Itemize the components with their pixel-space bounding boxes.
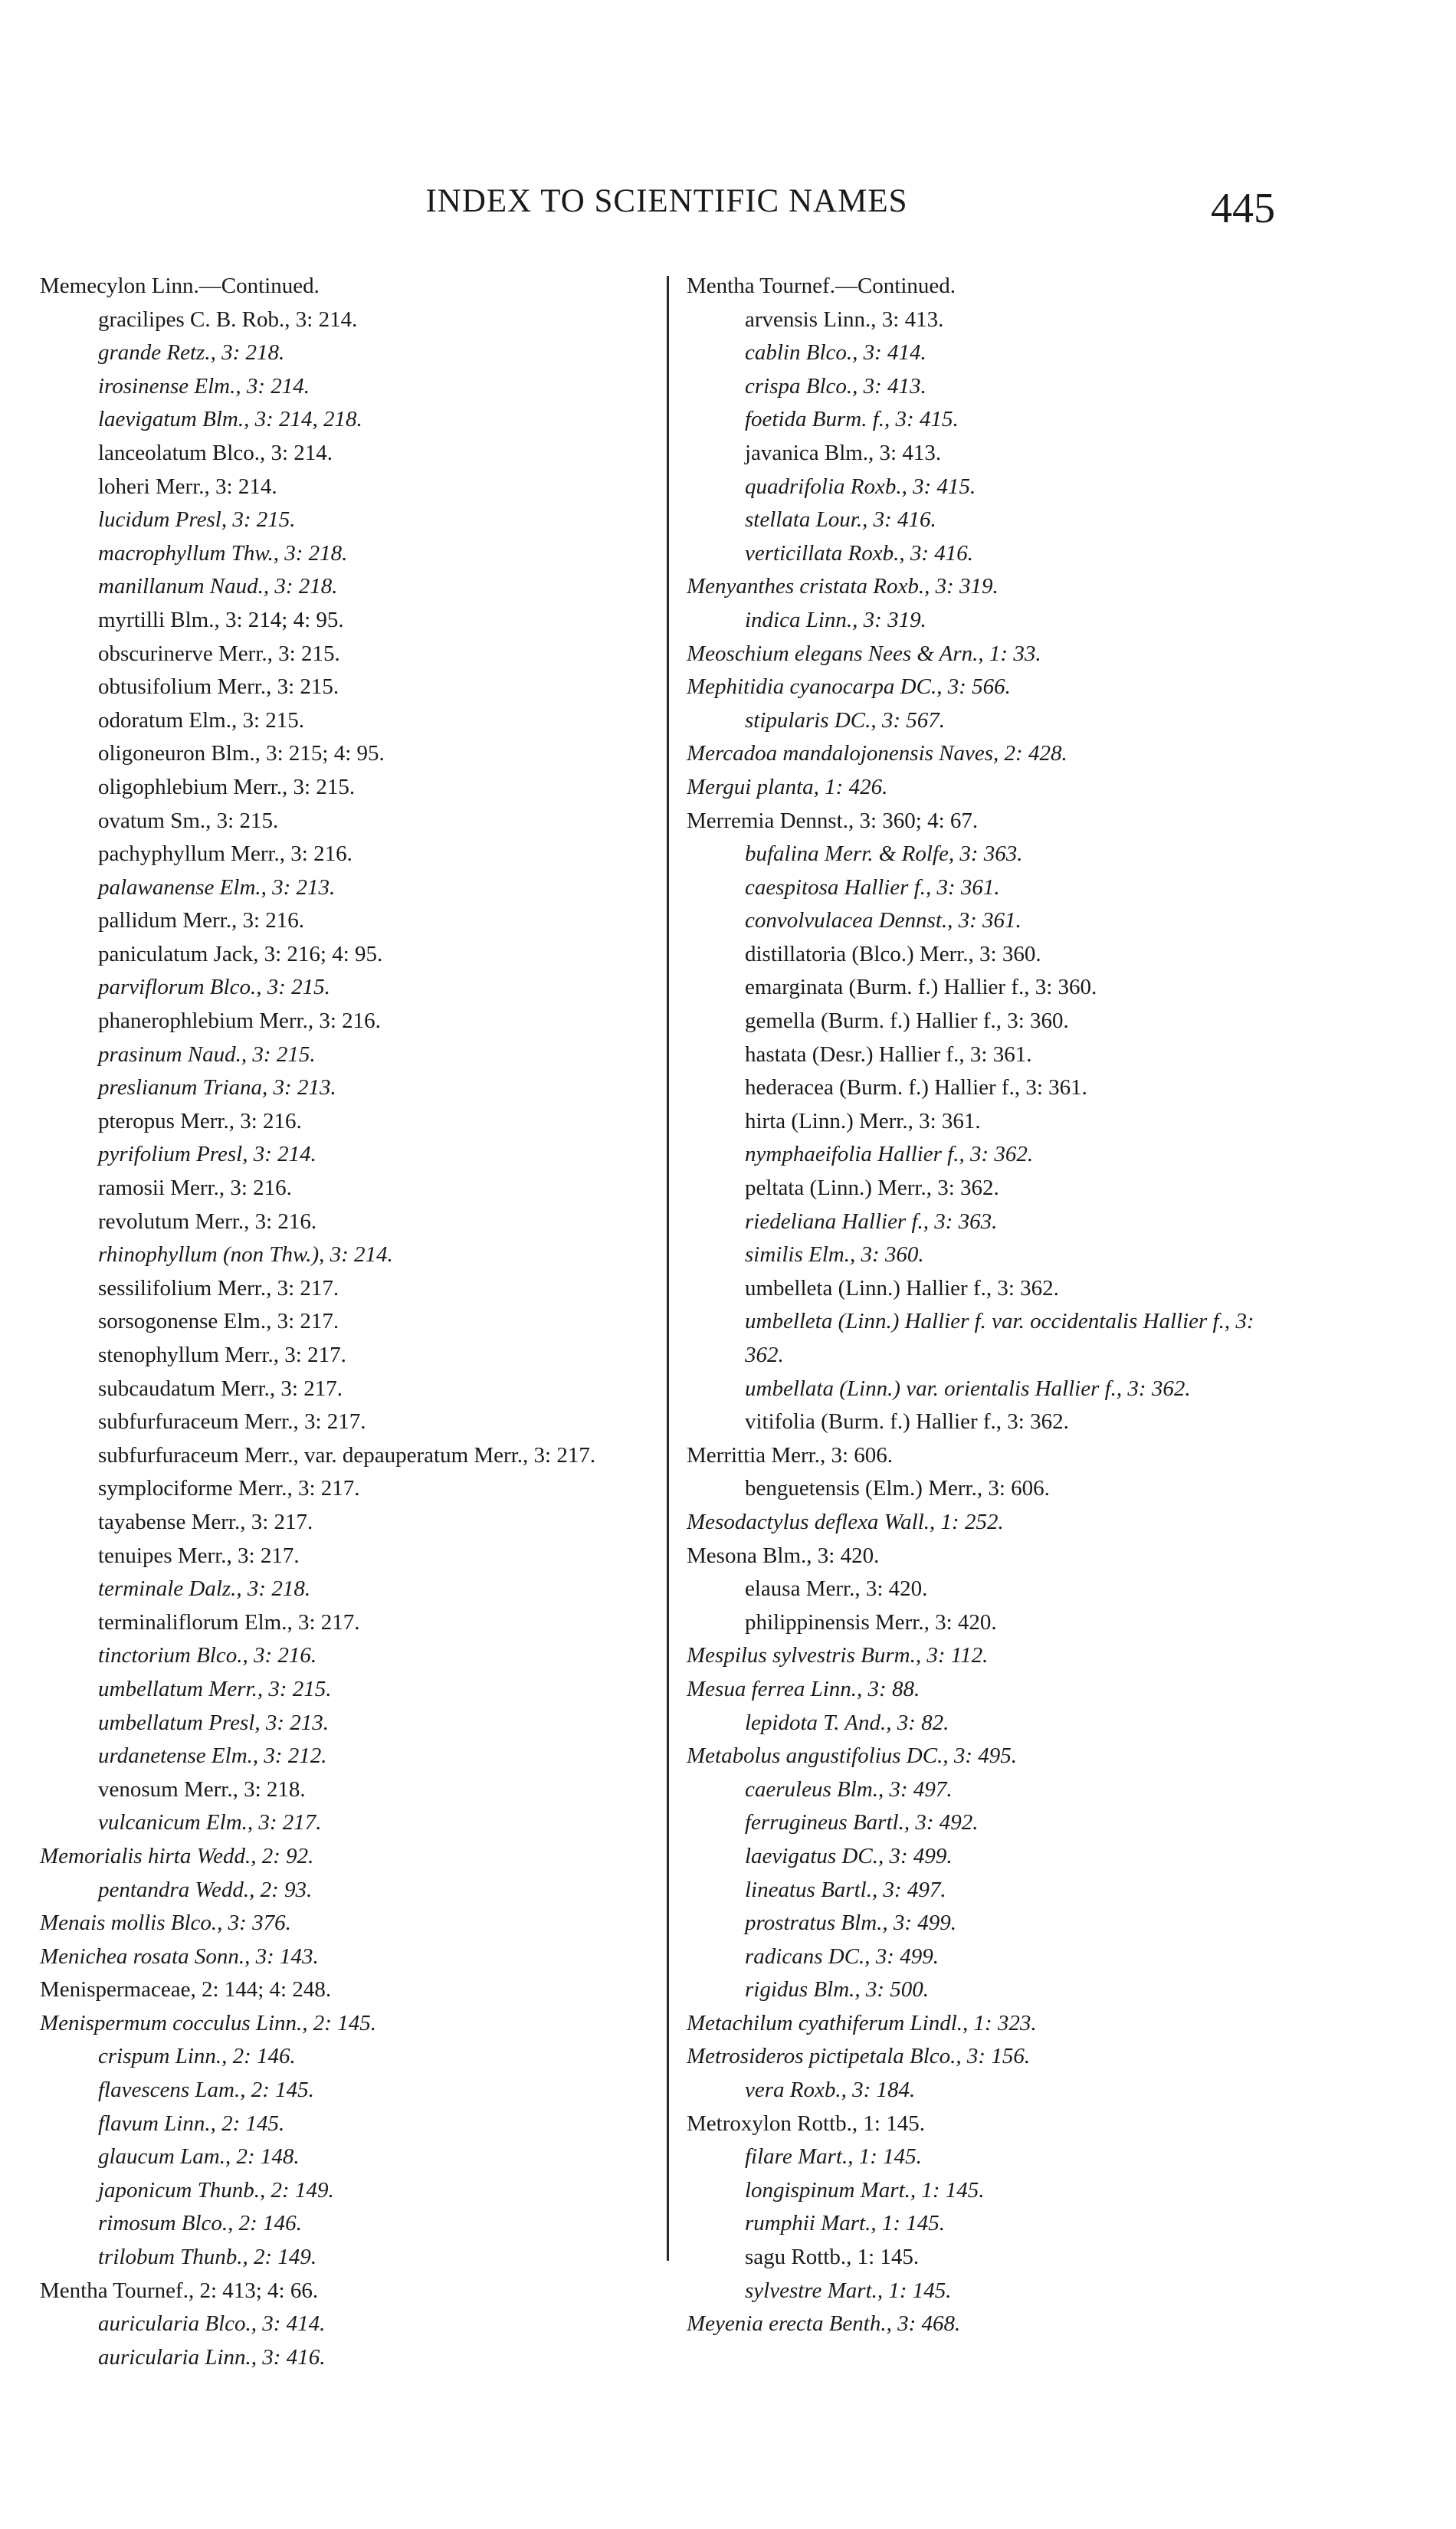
index-subentry: lineatus Bartl., 3: 497.	[745, 1877, 946, 1902]
index-heading-entry: Menyanthes cristata Roxb., 3: 319.	[687, 574, 999, 599]
index-subentry: hederacea (Burm. f.) Hallier f., 3: 361.	[745, 1075, 1087, 1100]
index-subentry: ferrugineus Bartl., 3: 492.	[745, 1810, 979, 1835]
index-subentry: longispinum Mart., 1: 145.	[745, 2177, 985, 2203]
index-subentry: symplociforme Merr., 3: 217.	[98, 1476, 360, 1501]
index-subentry: umbellatum Presl, 3: 213.	[98, 1710, 329, 1735]
index-subentry: odoratum Elm., 3: 215.	[98, 707, 305, 733]
right-column	[687, 270, 1292, 2341]
index-heading-entry: Memecylon Linn.—Continued.	[40, 274, 320, 298]
index-heading-entry: Mercadoa mandalojonensis Naves, 2: 428.	[687, 741, 1067, 766]
index-subentry: pentandra Wedd., 2: 93.	[98, 1877, 313, 1902]
index-heading-entry: Menispermaceae, 2: 144; 4: 248.	[40, 1977, 332, 2003]
index-subentry: caeruleus Blm., 3: 497.	[745, 1776, 953, 1802]
index-heading-entry: Menais mollis Blco., 3: 376.	[40, 1911, 291, 1936]
index-heading-entry: Mespilus sylvestris Burm., 3: 112.	[687, 1643, 989, 1668]
left-column	[40, 270, 653, 2374]
index-heading-entry: Menispermum cocculus Linn., 2: 145.	[40, 2010, 376, 2035]
index-subentry: peltata (Linn.) Merr., 3: 362.	[745, 1176, 999, 1201]
index-subentry: quadrifolia Roxb., 3: 415.	[745, 474, 976, 499]
index-subentry: lepidota T. And., 3: 82.	[745, 1710, 949, 1735]
index-subentry: rhinophyllum (non Thw.), 3: 214.	[98, 1242, 393, 1268]
index-subentry: prasinum Naud., 3: 215.	[98, 1041, 316, 1067]
index-subentry: oligophlebium Merr., 3: 215.	[98, 774, 356, 799]
index-heading-entry: Meyenia erecta Benth., 3: 468.	[687, 2311, 961, 2337]
index-subentry: vitifolia (Burm. f.) Hallier f., 3: 362.	[745, 1409, 1069, 1435]
index-subentry: cablin Blco., 3: 414.	[745, 340, 926, 366]
index-heading-entry: Mergui planta, 1: 426.	[687, 774, 888, 799]
index-subentry: vulcanicum Elm., 3: 217.	[98, 1810, 322, 1835]
index-subentry: pteropus Merr., 3: 216.	[98, 1108, 302, 1133]
index-subentry: indica Linn., 3: 319.	[745, 607, 926, 632]
index-heading-entry: Mentha Tournef., 2: 413; 4: 66.	[40, 2278, 319, 2303]
index-heading-entry: Metroxylon Rottb., 1: 145.	[687, 2111, 925, 2136]
index-subentry: obtusifolium Merr., 3: 215.	[98, 674, 339, 700]
index-heading-entry: Merrittia Merr., 3: 606.	[687, 1442, 894, 1468]
index-heading-entry: Metabolus angustifolius DC., 3: 495.	[687, 1743, 1017, 1769]
index-subentry: rumphii Mart., 1: 145.	[745, 2211, 945, 2236]
index-subentry: umbelleta (Linn.) Hallier f., 3: 362.	[745, 1275, 1059, 1301]
index-subentry: bufalina Merr. & Rolfe, 3: 363.	[745, 841, 1023, 867]
index-heading-entry: Menichea rosata Sonn., 3: 143.	[40, 1943, 319, 1969]
index-subentry: radicans DC., 3: 499.	[745, 1943, 939, 1969]
index-subentry: phanerophlebium Merr., 3: 216.	[98, 1009, 381, 1034]
index-subentry: crispum Linn., 2: 146.	[98, 2044, 296, 2069]
index-subentry: gracilipes C. B. Rob., 3: 214.	[98, 307, 358, 332]
index-subentry: umbellata (Linn.) var. orientalis Hallier f., 3: 362.	[745, 1376, 1191, 1401]
index-subentry: sylvestre Mart., 1: 145.	[745, 2278, 952, 2303]
index-subentry: ramosii Merr., 3: 216.	[98, 1176, 292, 1201]
index-subentry: laevigatus DC., 3: 499.	[745, 1843, 953, 1868]
index-subentry: myrtilli Blm., 3: 214; 4: 95.	[98, 607, 344, 632]
index-subentry: verticillata Roxb., 3: 416.	[745, 540, 973, 566]
index-subentry: rigidus Blm., 3: 500.	[745, 1977, 930, 2003]
index-subentry: terminale Dalz., 3: 218.	[98, 1576, 311, 1602]
index-subentry: caespitosa Hallier f., 3: 361.	[745, 874, 1000, 900]
index-subentry: auricularia Blco., 3: 414.	[98, 2311, 326, 2337]
index-subentry: paniculatum Jack, 3: 216; 4: 95.	[98, 941, 383, 966]
index-subentry: elausa Merr., 3: 420.	[745, 1576, 928, 1602]
index-subentry: crispa Blco., 3: 413.	[745, 373, 926, 399]
index-subentry: rimosum Blco., 2: 146.	[98, 2211, 302, 2236]
index-subentry: hastata (Desr.) Hallier f., 3: 361.	[745, 1041, 1032, 1067]
index-subentry: palawanense Elm., 3: 213.	[98, 874, 336, 900]
index-subentry: subcaudatum Merr., 3: 217.	[98, 1376, 343, 1401]
index-subentry: umbelleta (Linn.) Hallier f. var. occidentalis Hallier f., 3: 362.	[745, 1309, 1254, 1367]
index-subentry: auricularia Linn., 3: 416.	[98, 2344, 326, 2370]
index-subentry: hirta (Linn.) Merr., 3: 361.	[745, 1108, 981, 1133]
index-subentry: pyrifolium Presl, 3: 214.	[98, 1142, 316, 1167]
index-subentry: subfurfuraceum Merr., var. depauperatum Merr., 3: 217.	[98, 1442, 596, 1468]
index-subentry: lucidum Presl, 3: 215.	[98, 507, 296, 533]
index-subentry: subfurfuraceum Merr., 3: 217.	[98, 1409, 366, 1435]
index-heading-entry: Meoschium elegans Nees & Arn., 1: 33.	[687, 641, 1041, 666]
page-number: 445	[1211, 185, 1275, 232]
index-subentry: pallidum Merr., 3: 216.	[98, 908, 305, 933]
index-subentry: stipularis DC., 3: 567.	[745, 707, 946, 733]
index-subentry: glaucum Lam., 2: 148.	[98, 2144, 300, 2170]
index-subentry: parviflorum Blco., 3: 215.	[98, 975, 330, 1000]
index-heading-entry: Memorialis hirta Wedd., 2: 92.	[40, 1843, 314, 1868]
index-subentry: flavum Linn., 2: 145.	[98, 2111, 285, 2136]
index-subentry: tenuipes Merr., 3: 217.	[98, 1543, 300, 1568]
index-heading-entry: Mesodactylus deflexa Wall., 1: 252.	[687, 1509, 1004, 1534]
index-subentry: terminaliflorum Elm., 3: 217.	[98, 1609, 360, 1635]
index-heading-entry: Metrosideros pictipetala Blco., 3: 156.	[687, 2044, 1031, 2069]
index-subentry: pachyphyllum Merr., 3: 216.	[98, 841, 353, 867]
index-subentry: benguetensis (Elm.) Merr., 3: 606.	[745, 1476, 1050, 1501]
index-subentry: umbellatum Merr., 3: 215.	[98, 1676, 332, 1701]
index-subentry: javanica Blm., 3: 413.	[745, 440, 942, 465]
index-subentry: vera Roxb., 3: 184.	[745, 2078, 916, 2103]
index-subentry: sessilifolium Merr., 3: 217.	[98, 1275, 339, 1301]
index-heading-entry: Mesua ferrea Linn., 3: 88.	[687, 1676, 920, 1701]
running-head: INDEX TO SCIENTIFIC NAMES	[425, 183, 908, 219]
index-heading-entry: Mephitidia cyanocarpa DC., 3: 566.	[687, 674, 1011, 700]
index-subentry: tinctorium Blco., 3: 216.	[98, 1643, 317, 1668]
index-heading-entry: Mesona Blm., 3: 420.	[687, 1543, 880, 1568]
index-subentry: distillatoria (Blco.) Merr., 3: 360.	[745, 941, 1041, 966]
index-subentry: urdanetense Elm., 3: 212.	[98, 1743, 327, 1769]
index-subentry: obscurinerve Merr., 3: 215.	[98, 641, 340, 666]
index-subentry: nymphaeifolia Hallier f., 3: 362.	[745, 1142, 1034, 1167]
index-subentry: tayabense Merr., 3: 217.	[98, 1509, 313, 1534]
index-subentry: foetida Burm. f., 3: 415.	[745, 407, 959, 432]
index-subentry: riedeliana Hallier f., 3: 363.	[745, 1209, 998, 1234]
index-subentry: convolvulacea Dennst., 3: 361.	[745, 908, 1021, 933]
index-subentry: ovatum Sm., 3: 215.	[98, 808, 279, 833]
index-subentry: similis Elm., 3: 360.	[745, 1242, 924, 1268]
index-subentry: stenophyllum Merr., 3: 217.	[98, 1343, 346, 1367]
index-subentry: revolutum Merr., 3: 216.	[98, 1209, 317, 1234]
index-subentry: prostratus Blm., 3: 499.	[745, 1911, 957, 1936]
index-subentry: japonicum Thunb., 2: 149.	[98, 2177, 334, 2203]
index-subentry: oligoneuron Blm., 3: 215; 4: 95.	[98, 741, 385, 766]
index-subentry: manillanum Naud., 3: 218.	[98, 574, 338, 599]
index-subentry: filare Mart., 1: 145.	[745, 2144, 922, 2170]
index-subentry: sorsogonense Elm., 3: 217.	[98, 1309, 339, 1334]
index-subentry: irosinense Elm., 3: 214.	[98, 373, 310, 399]
index-subentry: emarginata (Burm. f.) Hallier f., 3: 360.	[745, 975, 1097, 1000]
index-subentry: loheri Merr., 3: 214.	[98, 474, 277, 499]
index-subentry: preslianum Triana, 3: 213.	[98, 1075, 336, 1100]
index-heading-entry: Merremia Dennst., 3: 360; 4: 67.	[687, 808, 979, 833]
index-subentry: stellata Lour., 3: 416.	[745, 507, 936, 533]
index-heading-entry: Mentha Tournef.—Continued.	[687, 274, 956, 298]
index-heading-entry: Metachilum cyathiferum Lindl., 1: 323.	[687, 2010, 1037, 2035]
index-subentry: lanceolatum Blco., 3: 214.	[98, 440, 333, 465]
index-subentry: grande Retz., 3: 218.	[98, 340, 285, 366]
column-divider	[667, 276, 669, 2261]
index-subentry: venosum Merr., 3: 218.	[98, 1776, 306, 1802]
index-subentry: flavescens Lam., 2: 145.	[98, 2078, 314, 2103]
index-subentry: sagu Rottb., 1: 145.	[745, 2245, 920, 2270]
index-subentry: trilobum Thunb., 2: 149.	[98, 2245, 317, 2270]
index-subentry: macrophyllum Thw., 3: 218.	[98, 540, 348, 566]
index-subentry: philippinensis Merr., 3: 420.	[745, 1609, 997, 1635]
index-subentry: gemella (Burm. f.) Hallier f., 3: 360.	[745, 1009, 1069, 1034]
index-subentry: laevigatum Blm., 3: 214, 218.	[98, 407, 362, 432]
index-subentry: arvensis Linn., 3: 413.	[745, 307, 944, 332]
